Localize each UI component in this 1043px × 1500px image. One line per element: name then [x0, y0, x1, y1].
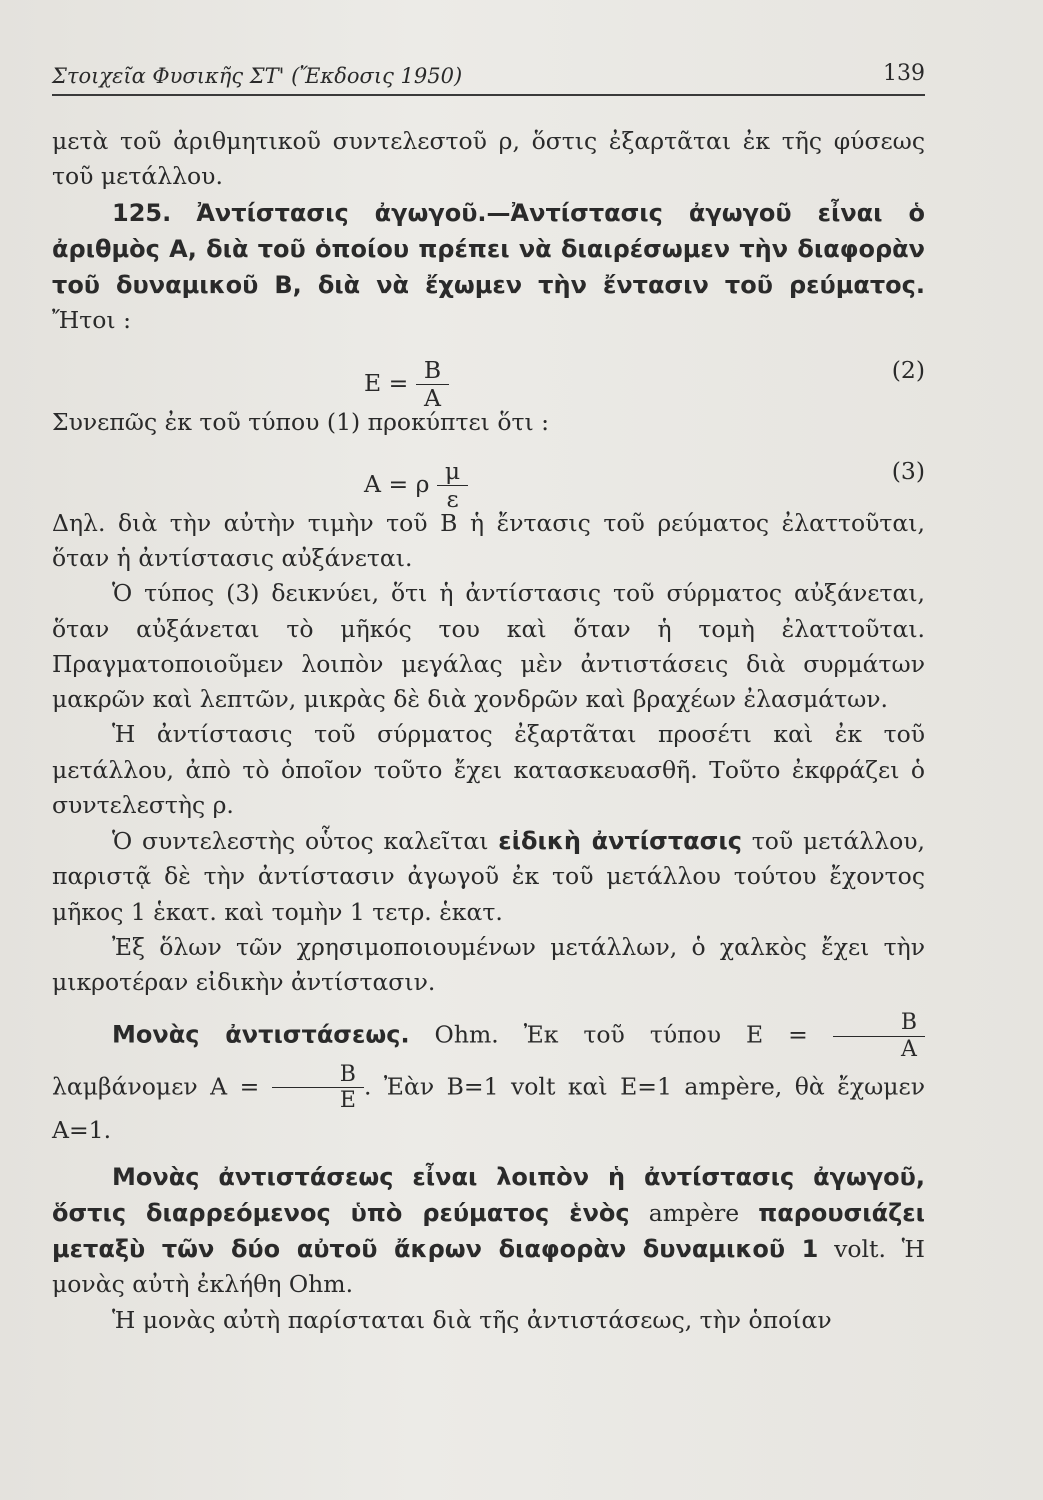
section-number: 125. [112, 198, 172, 227]
unit-f2-numerator: Β [272, 1062, 364, 1088]
unit-f2-denominator: Ε [339, 1088, 356, 1114]
unit-heading: Μονὰς ἀντιστάσεως. [112, 1020, 410, 1049]
page-number: 139 [883, 61, 925, 86]
paragraph-unit [52, 1010, 925, 1148]
section-definition: —Ἀντίστασις ἀγωγοῦ εἶναι ὁ ἀριθμὸς Α, διὰ τοῦ ὁποίου πρέπει νὰ διαιρέσωμεν τὴν διαφορὰν τοῦ δυναμικοῦ Β, διὰ νὰ ἔχωμεν τὴν ἔντασιν τοῦ ρεύματος. [52, 198, 925, 299]
eq2-numerator: Β [416, 357, 449, 385]
unit-text2: λαμβάνομεν [52, 1072, 211, 1101]
eq3-fraction [437, 458, 468, 513]
paragraph-consequently: Συνεπῶς ἐκ τοῦ τύπου (1) προκύπτει ὅτι : [52, 407, 550, 436]
p5-bold-term: εἰδικὴ ἀντίστασις [498, 827, 742, 855]
eq3-denominator: ε [446, 484, 459, 513]
book-title: Στοιχεῖα Φυσικῆς ΣΤ' (Ἔκδοσις 1950) [52, 64, 463, 88]
def-normal-2: volt. Ἡ μονὰς αὐτὴ ἐκλήθη Ohm. [52, 1235, 925, 1299]
paragraph-5 [52, 823, 925, 930]
def-bold-1: Μονὰς ἀντιστάσεως εἶναι λοιπὸν ἡ ἀντίστασις ἀγωγοῦ, ὅστις διαρρεόμενος ὑπὸ ρεύματος ἑνὸς [52, 1162, 925, 1227]
section-heading: Ἀντίστασις ἀγωγοῦ. [196, 198, 487, 227]
eq3-label: (3) [891, 456, 925, 485]
eq2-fraction [416, 357, 449, 412]
unit-f2-lhs: Α = [210, 1072, 260, 1101]
paragraph-6: Ἐξ ὅλων τῶν χρησιμοποιουμένων μετάλλων, ὁ χαλκὸς ἔχει τὴν μικροτέραν εἰδικὴν ἀντίστασιν. [52, 932, 925, 996]
unit-f1-denominator: Α [900, 1036, 917, 1062]
eq3-numerator: μ [437, 458, 468, 486]
section-125 [52, 195, 925, 339]
section-tail: Ἤτοι : [52, 306, 131, 335]
eq2-label: (2) [891, 355, 925, 384]
paragraph-unit-definition [52, 1159, 925, 1303]
unit-f1-numerator: Β [833, 1010, 925, 1036]
unit-text3: . Ἐὰν Β=1 volt καὶ Ε=1 ampère, θὰ ἔχωμεν Α=1. [52, 1072, 925, 1145]
equation-2 [52, 339, 925, 412]
eq2-lhs: Ε = [364, 368, 409, 397]
eq3-lhs: Α = ρ [364, 469, 430, 498]
unit-fraction-1 [833, 1010, 925, 1062]
paragraph-2: Δηλ. διὰ τὴν αὐτὴν τιμὴν τοῦ Β ἡ ἔντασις τοῦ ρεύματος ἐλαττοῦται, ὅταν ἡ ἀντίστασις αὐξάνεται. [52, 508, 925, 572]
running-head [52, 38, 925, 96]
equation-3 [52, 440, 925, 513]
p5-before: Ὁ συντελεστὴς οὗτος καλεῖται [112, 827, 499, 855]
paragraph-3: Ὁ τύπος (3) δεικνύει, ὅτι ἡ ἀντίστασις τοῦ σύρματος αὐξάνεται, ὅταν αὐξάνεται τὸ μῆκός του καὶ ὅταν ἡ τομὴ ἐλαττοῦται. Πραγματοποιοῦμεν λοιπὸν μεγάλας μὲν ἀντιστάσεις διὰ συρμάτων μακρῶν καὶ λεπτῶν, μικρὰς δὲ διὰ χονδρῶν καὶ βραχέων ἐλασμάτων. [52, 579, 925, 713]
paragraph-4: Ἡ ἀντίστασις τοῦ σύρματος ἐξαρτᾶται προσέτι καὶ ἐκ τοῦ μετάλλου, ἀπὸ τὸ ὁποῖον τοῦτο ἔχει κατασκευασθῆ. Τοῦτο ἐκφράζει ὁ συντελεστὴς ρ. [52, 720, 925, 819]
def-normal-1: ampère [629, 1198, 759, 1227]
p5-after: τοῦ μετάλλου, παριστᾷ δὲ τὴν ἀντίστασιν ἀγωγοῦ ἐκ τοῦ μετάλλου τούτου ἔχοντος μῆκος 1 ἑκατ. καὶ τομὴν 1 τετρ. ἑκατ. [52, 827, 925, 926]
eq2-denominator: Α [423, 383, 441, 412]
body-text [52, 124, 925, 1338]
paragraph-last: Ἡ μονὰς αὐτὴ παρίσταται διὰ τῆς ἀντιστάσεως, τὴν ὁποίαν [112, 1305, 832, 1334]
unit-fraction-2 [272, 1062, 364, 1114]
unit-text1: Ohm. Ἐκ τοῦ τύπου [409, 1020, 746, 1049]
def-bold-2: παρουσιάζει μεταξὺ τῶν δύο αὐτοῦ ἄκρων διαφορὰν δυναμικοῦ 1 [52, 1198, 925, 1264]
paragraph-continuation: μετὰ τοῦ ἀριθμητικοῦ συντελεστοῦ ρ, ὅστις ἐξαρτᾶται ἐκ τῆς φύσεως τοῦ μετάλλου. [52, 127, 925, 191]
unit-f1-lhs: Ε = [745, 1020, 808, 1049]
